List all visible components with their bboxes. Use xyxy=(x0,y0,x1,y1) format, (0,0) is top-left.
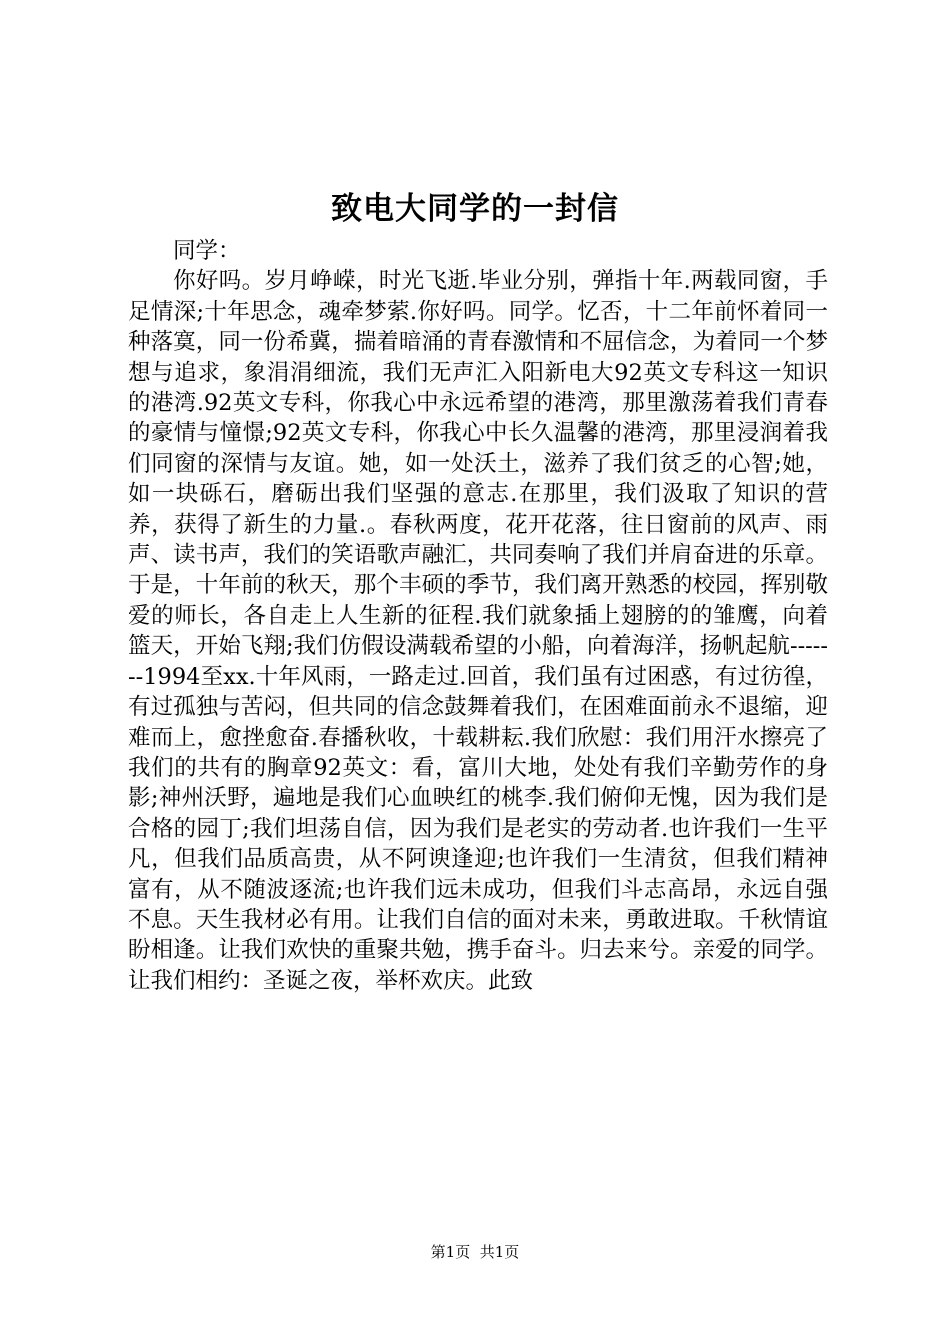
salutation: 同学： xyxy=(173,238,241,264)
document-title: 致电大同学的一封信 xyxy=(331,191,619,227)
page-total: 共1页 xyxy=(479,1243,520,1261)
letter-body xyxy=(128,236,828,996)
page-number: 第1页 xyxy=(430,1243,471,1261)
page-footer xyxy=(0,1240,950,1264)
letter-paragraph: 你好吗。岁月峥嵘，时光飞逝.毕业分别，弹指十年.两载同窗，手足情深;十年思念，魂牵梦萦.你好吗。同学。忆否，十二年前怀着同一种落寞，同一份希冀，揣着暗涌的青春激情和不屈信念，为着同一个梦想与追求，象涓涓细流，我们无声汇入阳新电大92英文专科这一知识的港湾.92英文专科，你我心中永远希望的港湾，那里激荡着我们青春的豪情与憧憬;92英文专科，你我心中长久温馨的港湾，那里浸润着我们同窗的深情与友谊。她，如一处沃土，滋养了我们贫乏的心智;她，如一块砾石，磨砺出我们坚强的意志.在那里，我们汲取了知识的营养，获得了新生的力量.。春秋两度，花开花落，往日窗前的风声、雨声、读书声，我们的笑语歌声融汇，共同奏响了我们并肩奋进的乐章。于是，十年前的秋天，那个丰硕的季节，我们离开熟悉的校园，挥别敬爱的师长，各自走上人生新的征程.我们就象插上翅膀的的雏鹰，向着篮天，开始飞翔;我们仿假设满载希望的小船，向着海洋，扬帆起航-------1994至xx.十年风雨，一路走过.回首，我们虽有过困惑，有过彷徨，有过孤独与苦闷，但共同的信念鼓舞着我们，在困难面前永不退缩，迎难而上，愈挫愈奋.春播秋收，十载耕耘.我们欣慰：我们用汗水擦亮了我们的共有的胸章92英文：看，富川大地，处处有我们辛勤劳作的身影;神州沃野，遍地是我们心血映红的桃李.我们俯仰无愧，因为我们是合格的园丁;我们坦荡自信，因为我们是老实的劳动者.也许我们一生平凡，但我们品质高贵，从不阿谀逢迎;也许我们一生清贫，但我们精神富有，从不随波逐流;也许我们远未成功，但我们斗志高昂，永远自强不息。天生我材必有用。让我们自信的面对未来，勇敢进取。千秋情谊盼相逢。让我们欢快的重聚共勉，携手奋斗。归去来兮。亲爱的同学。让我们相约：圣诞之夜，举杯欢庆。此致 xyxy=(128,268,828,994)
